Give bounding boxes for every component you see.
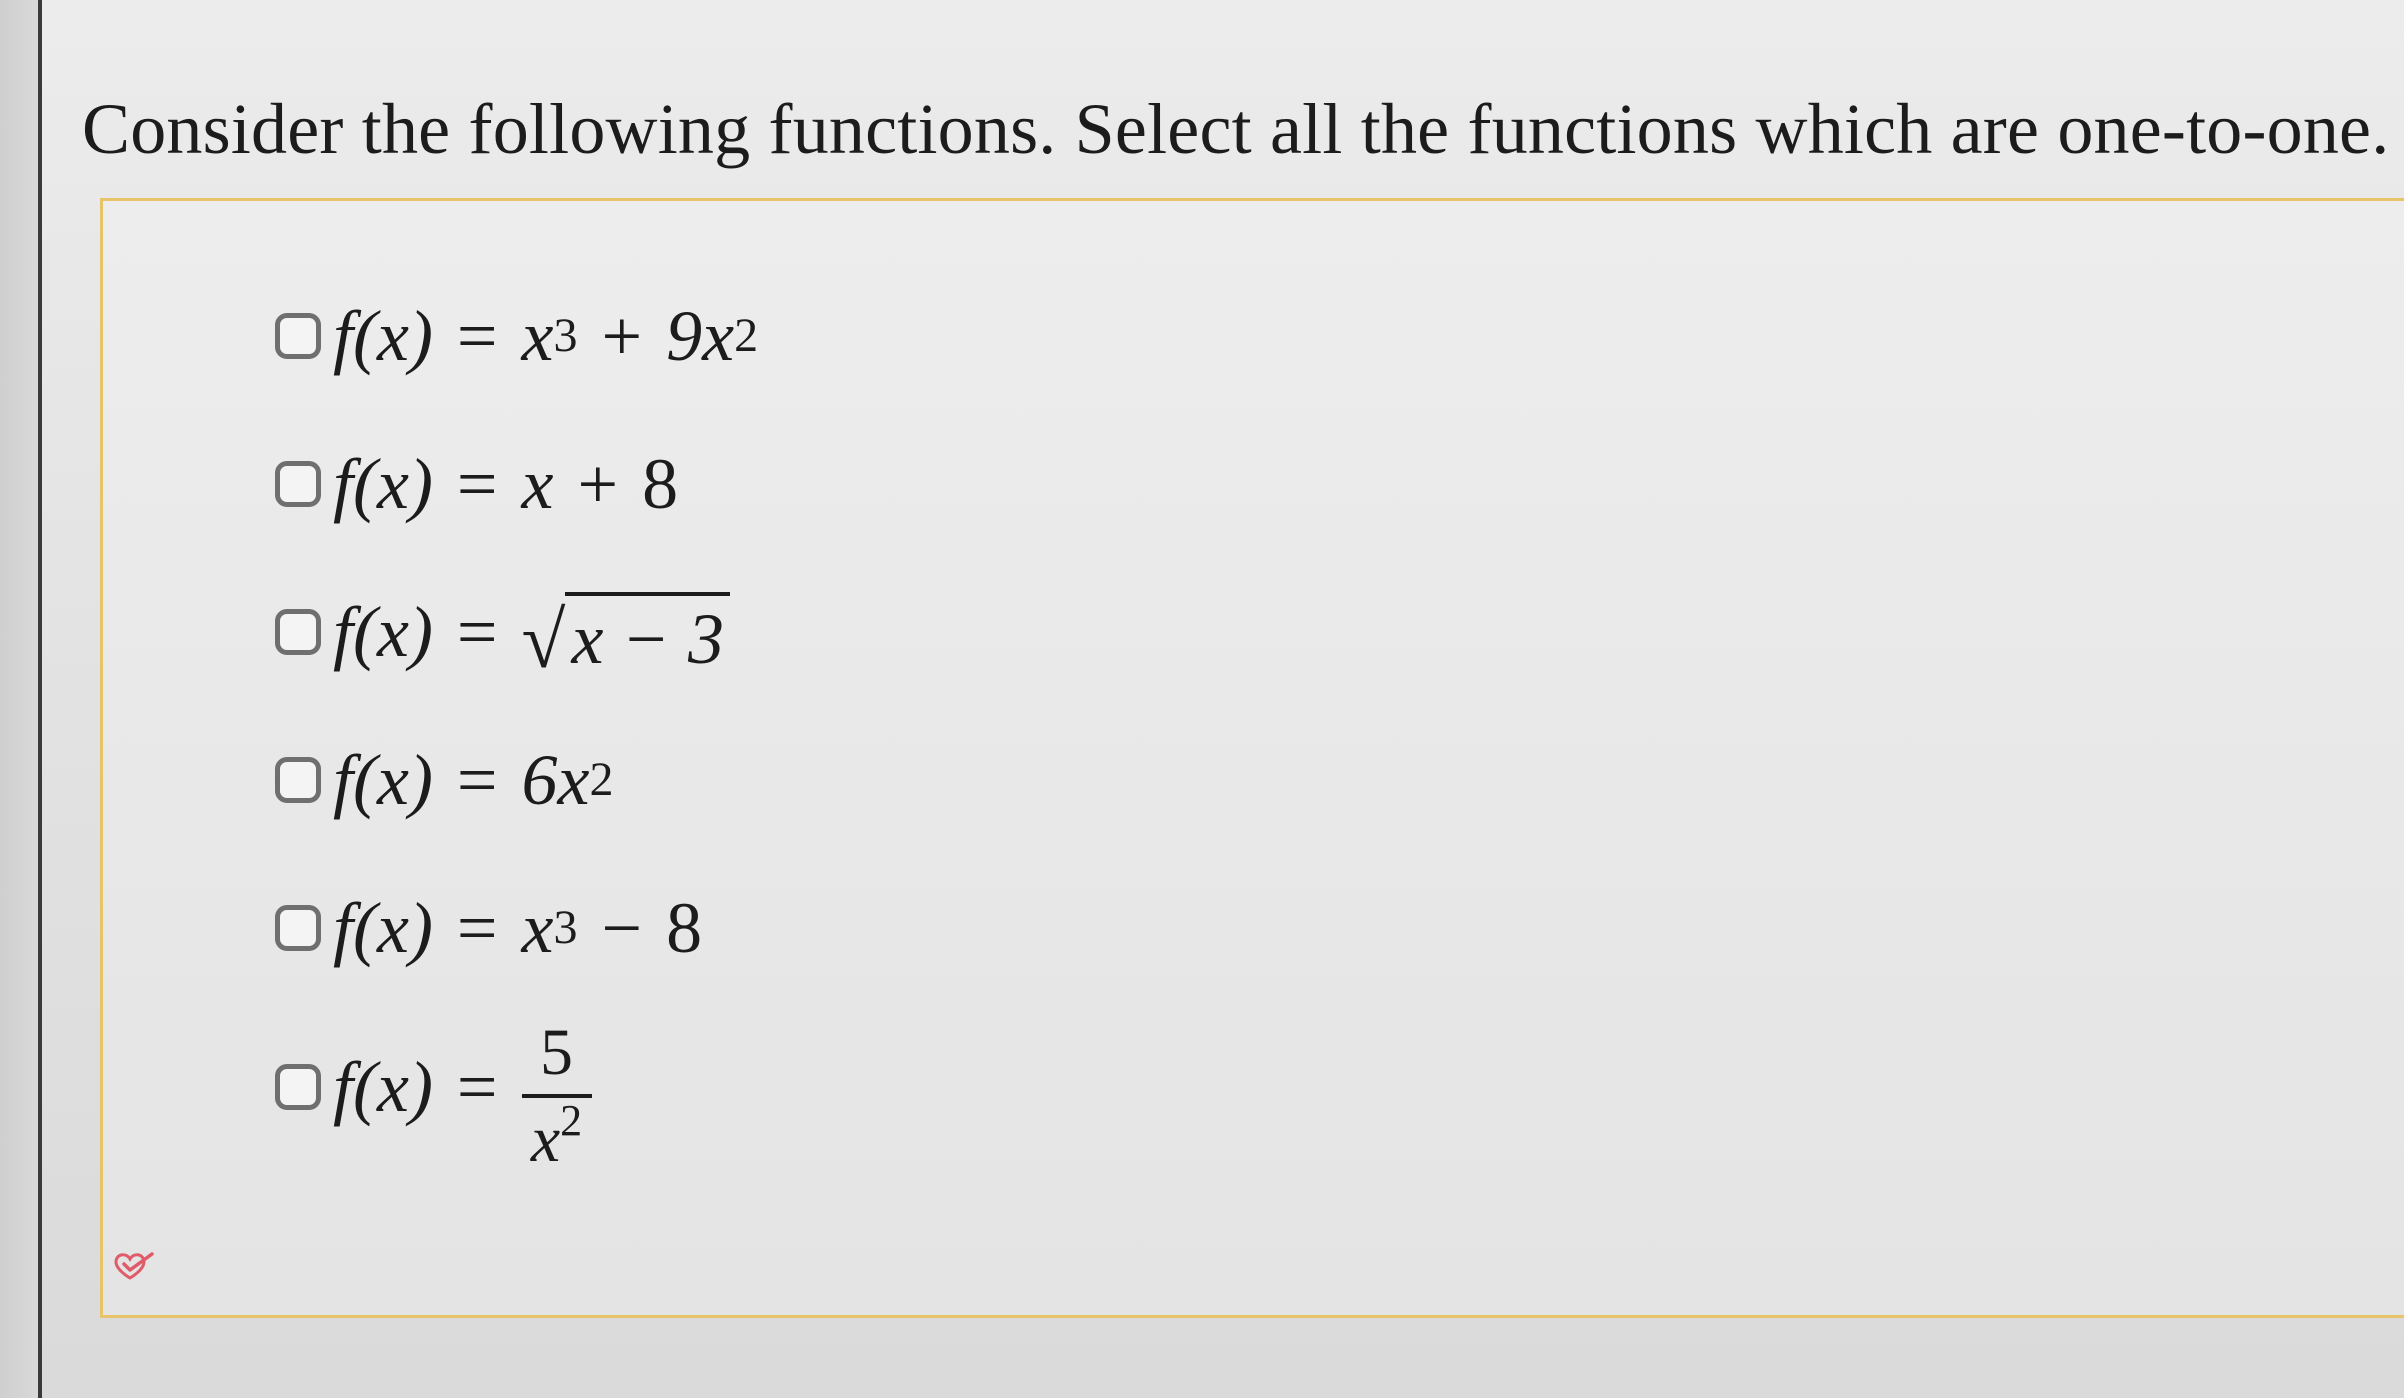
option-1-operator: + — [601, 295, 643, 376]
option-2-term-b: 8 — [642, 443, 679, 524]
left-margin — [0, 0, 38, 1398]
checkbox-option-4[interactable] — [275, 757, 321, 803]
option-1-equals: = — [456, 295, 498, 376]
option-6-numerator: 5 — [540, 1016, 574, 1090]
checkbox-option-3[interactable] — [275, 609, 321, 655]
option-4-expression: f(x) = 6x 2 — [333, 739, 614, 820]
checkbox-option-1[interactable] — [275, 313, 321, 359]
option-6-fraction — [522, 1017, 592, 1176]
option-1[interactable] — [275, 262, 758, 410]
option-6-expression — [333, 997, 592, 1176]
option-3-equals: = — [456, 591, 498, 672]
option-3-square-root — [521, 584, 730, 685]
option-6-equals: = — [456, 1046, 498, 1127]
option-4-equals: = — [456, 739, 498, 820]
option-2[interactable] — [275, 410, 758, 558]
left-divider — [38, 0, 42, 1398]
checkbox-option-2[interactable] — [275, 461, 321, 507]
option-4-term-a: 6x — [521, 739, 590, 820]
option-3-lhs: f(x) — [333, 591, 433, 672]
option-2-expression — [333, 443, 678, 526]
question-prompt: Consider the following functions. Select all the functions which are one-to-one. — [82, 89, 2390, 169]
option-5-operator: − — [601, 887, 643, 968]
option-6[interactable] — [275, 1002, 758, 1176]
option-3[interactable] — [275, 558, 758, 706]
option-6-lhs: f(x) — [333, 1046, 433, 1127]
option-6-denominator-base: x — [530, 1103, 561, 1176]
option-5-lhs: f(x) — [333, 887, 433, 968]
option-5-term-b: 8 — [666, 887, 703, 968]
option-5-term-a: x — [521, 887, 554, 968]
option-6-denominator-exponent: 2 — [560, 1096, 583, 1145]
check-heart-icon — [112, 1250, 158, 1284]
option-1-lhs: f(x) — [333, 295, 433, 376]
option-3-expression — [333, 584, 730, 685]
checkbox-option-6[interactable] — [275, 1064, 321, 1110]
option-6-denominator — [530, 1096, 583, 1177]
option-1-expression: f(x) = x 3 + 9x 2 — [333, 295, 759, 376]
option-5[interactable] — [275, 854, 758, 1002]
option-2-operator: + — [577, 443, 619, 524]
option-1-term-b: 9x — [666, 295, 735, 376]
options-list — [275, 262, 759, 1176]
option-5-expression: f(x) = x 3 − 8 — [333, 887, 703, 968]
option-3-radicand: x − 3 — [565, 592, 730, 681]
radical-sign-icon: √ — [521, 596, 566, 685]
option-4[interactable] — [275, 706, 758, 854]
option-1-term-a: x — [521, 295, 554, 376]
option-2-equals: = — [456, 443, 498, 524]
option-2-lhs: f(x) — [333, 443, 433, 524]
option-4-lhs: f(x) — [333, 739, 433, 820]
option-2-term-a: x — [521, 443, 554, 524]
option-5-equals: = — [456, 887, 498, 968]
checkbox-option-5[interactable] — [275, 905, 321, 951]
